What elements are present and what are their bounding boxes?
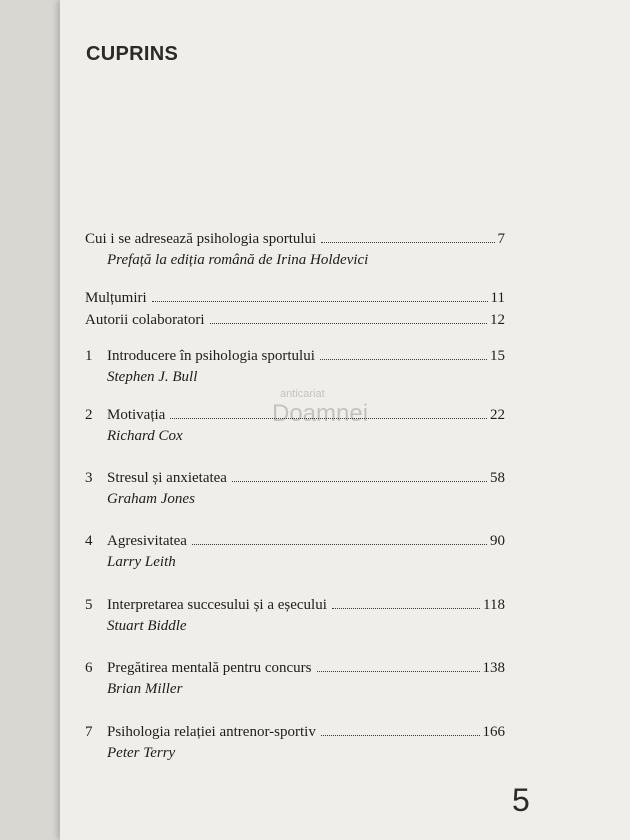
toc-entry	[85, 723, 505, 762]
toc-title: Pregătirea mentală pentru concurs	[107, 660, 312, 676]
toc-leader	[321, 734, 480, 736]
toc-entry	[85, 347, 505, 386]
toc-number: 7	[85, 724, 93, 740]
toc-author: Larry Leith	[107, 554, 176, 570]
toc-leader	[192, 543, 487, 545]
page-title: CUPRINS	[86, 43, 179, 65]
toc-author: Stephen J. Bull	[107, 369, 198, 385]
toc-title: Cui i se adresează psihologia sportului	[85, 231, 317, 247]
toc-page: 15	[490, 348, 505, 364]
toc-page: 90	[490, 533, 505, 549]
toc-number: 2	[85, 407, 93, 423]
toc-entry	[85, 311, 505, 329]
toc-leader	[321, 241, 494, 243]
toc-entry	[85, 230, 505, 269]
toc-entry	[85, 596, 505, 635]
toc-page: 118	[483, 597, 505, 613]
toc-subtitle: Prefață la ediția română de Irina Holdevici	[107, 252, 369, 268]
toc-title: Autorii colaboratori	[85, 312, 205, 328]
toc-title: Introducere în psihologia sportului	[107, 348, 315, 364]
toc-entry	[85, 406, 505, 445]
toc-title: Motivația	[107, 407, 166, 423]
toc-number: 5	[85, 597, 93, 613]
toc-entry	[85, 532, 505, 571]
toc-page: 22	[490, 407, 505, 423]
toc-page: 12	[490, 312, 505, 328]
page-number: 5	[512, 782, 530, 818]
toc-author: Brian Miller	[107, 681, 183, 697]
toc-leader	[332, 607, 480, 609]
toc-title: Psihologia relației antrenor-sportiv	[107, 724, 316, 740]
toc-leader	[317, 670, 480, 672]
toc-leader	[232, 480, 487, 482]
toc-number: 4	[85, 533, 93, 549]
toc-number: 1	[85, 348, 93, 364]
toc-entry	[85, 659, 505, 698]
watermark-line1: anticariat	[280, 388, 325, 400]
watermark-line2: Doamnei	[272, 400, 369, 427]
toc-number: 3	[85, 470, 93, 486]
toc-entry	[85, 289, 505, 307]
toc-page: 138	[482, 660, 505, 676]
toc-author: Peter Terry	[107, 745, 176, 761]
toc-page: 7	[497, 231, 505, 247]
toc-title: Interpretarea succesului și a eșecului	[107, 597, 327, 613]
toc-leader	[170, 417, 487, 419]
toc-leader	[152, 300, 488, 302]
toc-title: Stresul și anxietatea	[107, 470, 227, 486]
toc-author: Richard Cox	[107, 428, 183, 444]
toc-page: 58	[490, 470, 505, 486]
toc-entry	[85, 469, 505, 508]
toc-title: Agresivitatea	[107, 533, 187, 549]
toc-page: 166	[482, 724, 505, 740]
toc-leader	[210, 322, 487, 324]
toc-number: 6	[85, 660, 93, 676]
toc-author: Graham Jones	[107, 491, 195, 507]
toc-page: 11	[490, 290, 505, 306]
toc-title: Mulțumiri	[85, 290, 147, 306]
toc-author: Stuart Biddle	[107, 618, 187, 634]
toc-leader	[320, 358, 487, 360]
